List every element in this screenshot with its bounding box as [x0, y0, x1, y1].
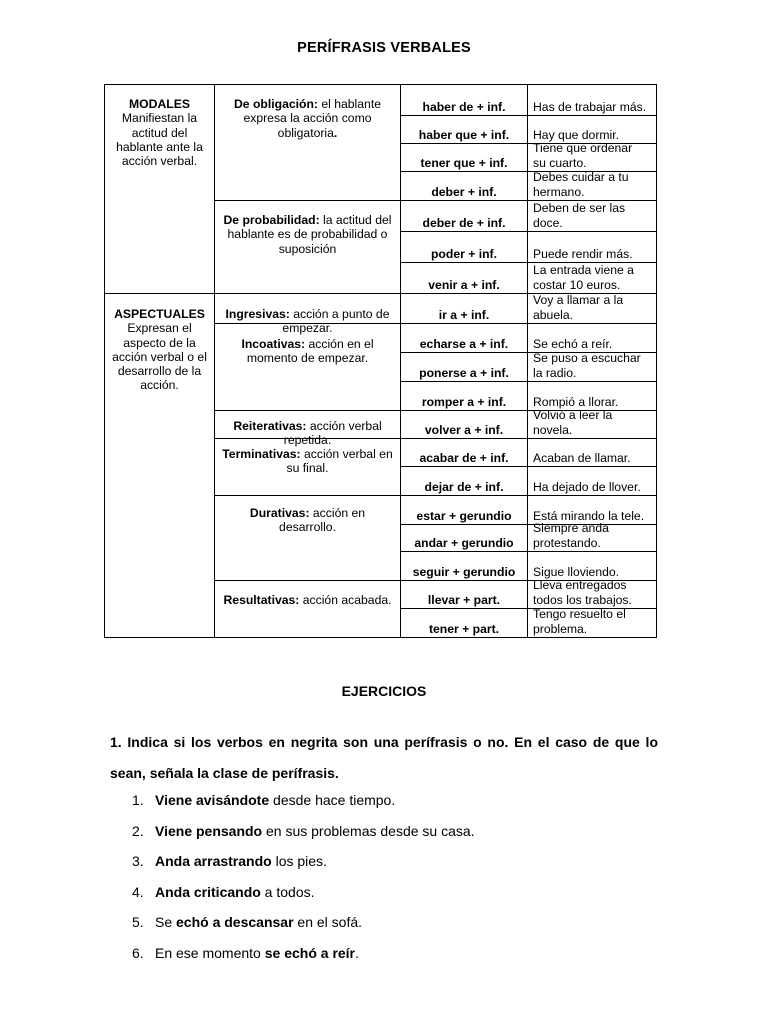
form-text: poder + inf.	[430, 246, 498, 261]
example-cell	[527, 115, 657, 144]
form-cell	[400, 438, 528, 467]
form-text: romper a + inf.	[421, 394, 507, 409]
example-cell	[527, 84, 657, 116]
form-cell	[400, 580, 528, 609]
example-line: Puede rendir más.	[533, 246, 633, 261]
exercise-number: 2.	[132, 822, 144, 839]
exercise-number: 6.	[132, 945, 144, 961]
example-line: Rompió a llorar.	[533, 394, 619, 409]
example-line: Has de trabajar más.	[533, 99, 647, 114]
exercise-bold-verb: echó a descansar	[176, 914, 294, 931]
example-cell	[527, 466, 657, 496]
form-text: seguir + gerundio	[412, 564, 516, 579]
example-cell	[527, 293, 657, 324]
type-cell	[214, 438, 401, 496]
example-line: problema.	[533, 621, 588, 636]
exercise-text: .	[355, 945, 359, 961]
form-cell	[400, 323, 528, 353]
type-name: Durativas:	[249, 506, 310, 520]
example-cell	[527, 551, 657, 581]
example-line: doce.	[533, 215, 563, 230]
exercise-text: en el sofá.	[293, 914, 363, 931]
form-cell	[400, 262, 528, 294]
form-text: estar + gerundio	[416, 508, 512, 523]
form-cell	[400, 231, 528, 263]
form-cell	[400, 352, 528, 382]
example-line: todos los trabajos.	[533, 592, 632, 607]
exercise-number: 3.	[132, 853, 144, 870]
example-line: su cuarto.	[533, 155, 587, 170]
type-description: acción verbal en su final.	[286, 447, 393, 476]
type-name: Ingresivas:	[225, 307, 290, 321]
example-line: Tiene que ordenar	[533, 141, 633, 156]
periphrasis-table	[105, 85, 657, 667]
form-cell	[400, 495, 528, 525]
example-line: Volvió a leer la	[533, 408, 613, 423]
form-text: ir a + inf.	[438, 307, 490, 322]
page-title: PERÍFRASIS VERBALES	[297, 40, 471, 56]
type-description: acción verbal repetida.	[283, 419, 382, 448]
example-line: Ha dejado de llover.	[533, 479, 641, 494]
type-cell	[214, 200, 401, 294]
form-text: tener + part.	[428, 621, 500, 636]
exercise-bold-verb: Anda criticando	[155, 883, 261, 900]
form-cell	[400, 171, 528, 201]
type-name: De obligación:	[234, 97, 318, 111]
example-line: Acaban de llamar.	[533, 450, 631, 465]
example-cell	[527, 608, 657, 638]
form-cell	[400, 381, 528, 411]
exercise-number: 1.	[132, 792, 144, 808]
form-cell	[400, 551, 528, 581]
example-cell	[527, 143, 657, 172]
example-line: Hay que dormir.	[533, 127, 620, 142]
type-description: el hablante expresa la acción como obligatoria	[243, 97, 381, 140]
exercise-item	[132, 884, 315, 900]
example-line: Deben de ser las	[533, 201, 626, 216]
example-cell	[527, 381, 657, 411]
example-cell	[527, 200, 657, 232]
form-text: venir a + inf.	[428, 277, 500, 292]
example-line: la radio.	[533, 365, 577, 380]
type-name: Terminativas:	[222, 447, 301, 461]
category-description: Expresan el aspecto de la acción verbal o el desarrollo de la acción.	[112, 321, 207, 393]
example-cell	[527, 323, 657, 353]
example-line: Debes cuidar a tu	[533, 170, 629, 185]
type-cell	[214, 323, 401, 411]
form-text: echarse a + inf.	[419, 336, 509, 351]
exercise-item	[132, 823, 475, 839]
category-heading: MODALES	[129, 97, 190, 111]
form-text: ponerse a + inf.	[419, 365, 509, 380]
form-cell	[400, 115, 528, 144]
type-name: Reiterativas:	[233, 419, 307, 433]
exercises-heading: EJERCICIOS	[341, 683, 427, 699]
form-text: deber de + inf.	[422, 215, 506, 230]
example-line: novela.	[533, 422, 573, 437]
form-text: volver a + inf.	[424, 422, 504, 437]
type-tail: .	[333, 125, 338, 140]
exercise-text: los pies.	[271, 853, 327, 870]
type-name: De probabilidad:	[223, 213, 320, 227]
category-description: Manifiestan la actitud del hablante ante la acción verbal.	[116, 111, 203, 169]
example-line: hermano.	[533, 184, 585, 199]
form-text: tener que + inf.	[420, 155, 508, 170]
exercise-bold-verb: se echó a reír	[264, 945, 356, 961]
exercise-item	[132, 945, 359, 961]
form-text: llevar + part.	[427, 592, 501, 607]
exercise-item	[132, 792, 395, 808]
example-cell	[527, 231, 657, 263]
form-text: andar + gerundio	[414, 535, 514, 550]
form-text: dejar de + inf.	[424, 479, 504, 494]
category-cell-aspectuales	[104, 293, 215, 638]
type-description: acción en el momento de empezar.	[246, 337, 374, 366]
example-line: Siempre anda	[533, 521, 609, 536]
exercise-number: 4.	[132, 883, 144, 900]
type-cell	[214, 410, 401, 448]
form-cell	[400, 200, 528, 232]
category-cell-modales	[104, 84, 215, 294]
exercise-bold-verb: Viene avisándote	[155, 792, 270, 808]
form-text: haber de + inf.	[422, 99, 506, 114]
example-line: Está mirando la tele.	[533, 508, 645, 523]
example-cell	[527, 410, 657, 439]
type-name: Incoativas:	[241, 337, 306, 351]
form-text: haber que + inf.	[418, 127, 510, 142]
example-cell	[527, 580, 657, 609]
example-cell	[527, 262, 657, 294]
type-cell	[214, 495, 401, 581]
type-name: Resultativas:	[223, 593, 300, 607]
form-cell	[400, 608, 528, 638]
exercise-text: en sus problemas desde su casa.	[262, 822, 475, 839]
example-line: Se puso a escuchar	[533, 351, 641, 366]
exercise-text: a todos.	[260, 883, 315, 900]
example-line: Voy a llamar a la	[533, 293, 624, 308]
exercise-bold-verb: Anda arrastrando	[155, 853, 272, 870]
exercise-bold-verb: Viene pensando	[155, 822, 263, 839]
type-cell	[214, 580, 401, 638]
example-line: Se echó a reír.	[533, 336, 613, 351]
form-cell	[400, 143, 528, 172]
example-cell	[527, 171, 657, 201]
form-cell	[400, 524, 528, 552]
example-line: La entrada viene a	[533, 263, 634, 278]
type-description: acción a punto de empezar.	[282, 307, 390, 336]
exercise-instruction: 1. Indica si los verbos en negrita son una perífrasis o no. En el caso de que lo sean, señala la clase de perífrasis.	[110, 734, 658, 781]
example-line: abuela.	[533, 307, 573, 322]
category-heading: ASPECTUALES	[114, 307, 205, 321]
type-cell	[214, 293, 401, 336]
exercise-item	[132, 914, 362, 930]
example-line: Tengo resuelto el	[533, 607, 626, 622]
form-cell	[400, 293, 528, 324]
exercise-number: 5.	[132, 914, 144, 931]
form-text: deber + inf.	[431, 184, 497, 199]
example-cell	[527, 521, 657, 552]
form-cell	[400, 410, 528, 439]
exercise-text: desde hace tiempo.	[269, 792, 396, 808]
form-text: acabar de + inf.	[419, 450, 509, 465]
type-cell	[214, 84, 401, 201]
form-cell	[400, 84, 528, 116]
example-line: costar 10 euros.	[533, 277, 621, 292]
type-description: acción acabada.	[299, 593, 392, 607]
exercise-text: Se	[155, 914, 177, 931]
type-description: acción en desarrollo.	[279, 506, 366, 535]
type-description: la actitud del hablante es de probabilidad o suposición	[227, 213, 392, 256]
example-line: Sigue lloviendo.	[533, 564, 620, 579]
exercise-item	[132, 853, 327, 869]
example-line: Lleva entregados	[533, 578, 627, 593]
example-cell	[527, 352, 657, 382]
exercise-text: En ese momento	[155, 945, 265, 961]
example-line: protestando.	[533, 535, 601, 550]
example-cell	[527, 438, 657, 467]
form-cell	[400, 466, 528, 496]
